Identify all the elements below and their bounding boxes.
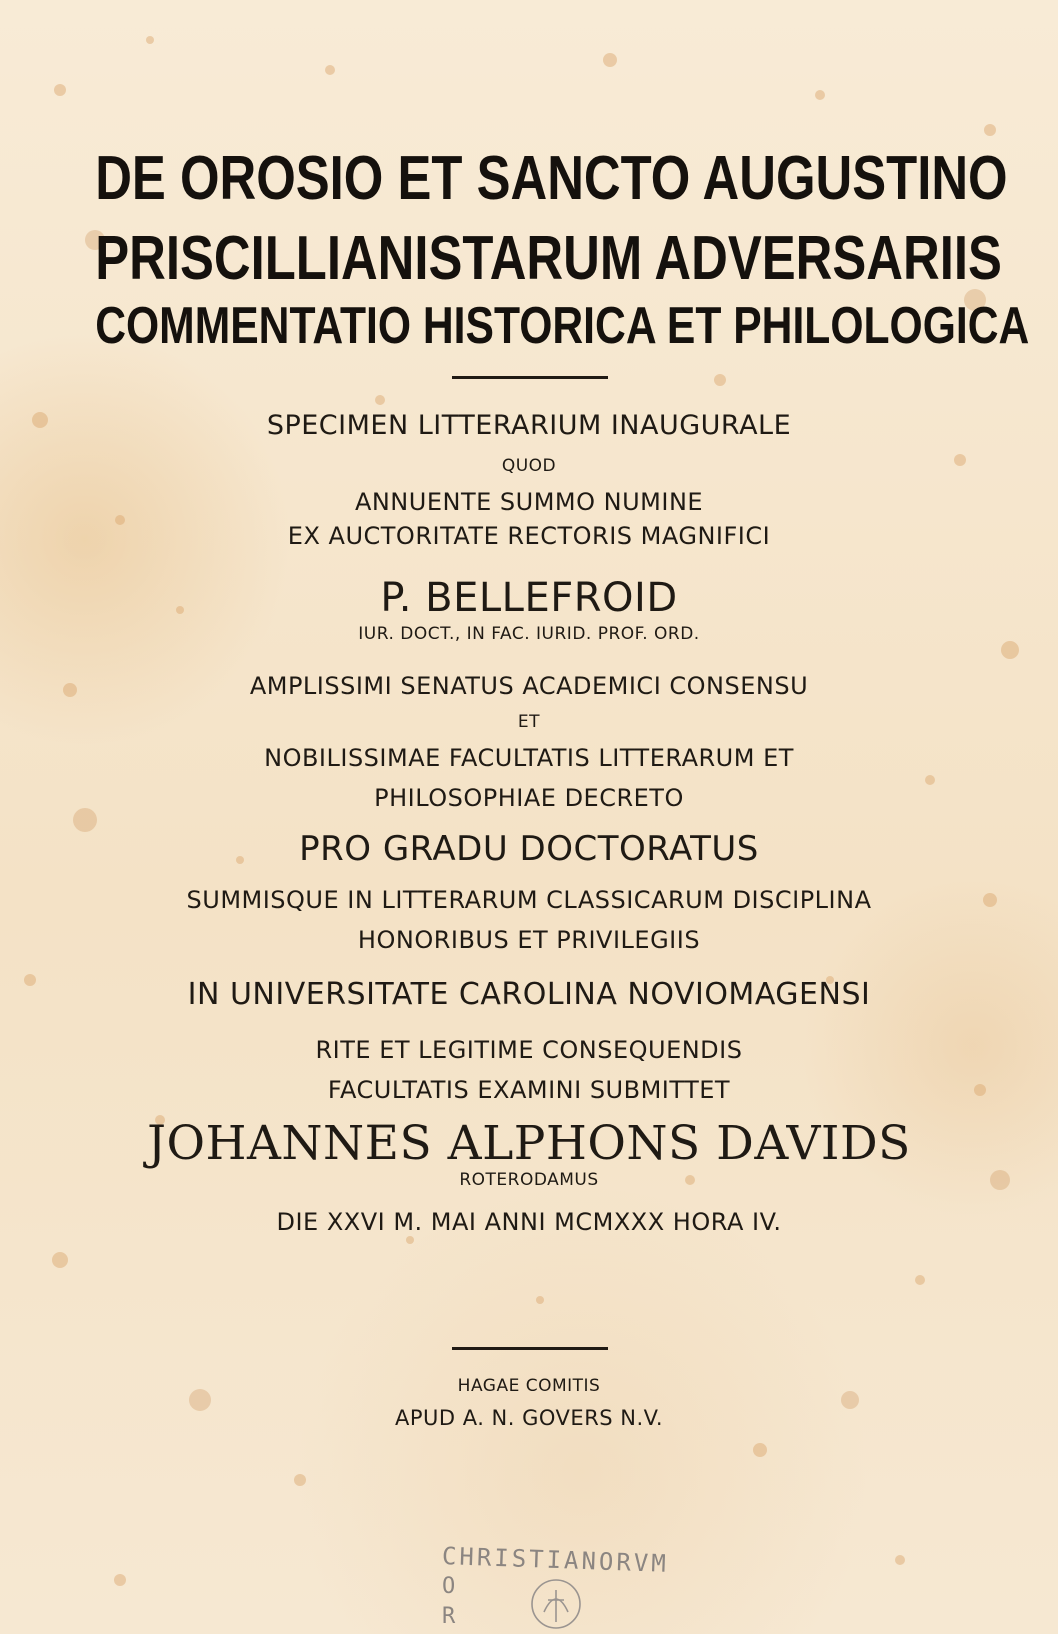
honoribus-line: HONORIBUS ET PRIVILEGIIS <box>357 926 701 954</box>
divider-bottom <box>452 1347 608 1350</box>
gradu-line: PRO GRADU DOCTORATUS <box>299 829 759 869</box>
stamp-emblem-icon <box>526 1572 586 1634</box>
imprint-publisher: APUD A. N. GOVERS N.V. <box>394 1406 664 1430</box>
author-name: JOHANNES ALPHONS DAVIDS <box>147 1116 911 1171</box>
date-line: DIE XXVI M. MAI ANNI MCMXXX HORA IV. <box>276 1208 782 1236</box>
decreto-line: PHILOSOPHIAE DECRETO <box>374 784 684 812</box>
stamp-letter-r: R <box>442 1604 456 1629</box>
examini-line: FACULTATIS EXAMINI SUBMITTET <box>327 1076 731 1104</box>
rector-title: IUR. DOCT., IN FAC. IURID. PROF. ORD. <box>358 624 700 644</box>
rector-name: P. BELLEFROID <box>380 575 678 621</box>
library-stamp <box>428 1538 728 1634</box>
title-line-1: DE OROSIO ET SANCTO AUGUSTINO <box>95 144 1008 213</box>
imprint-place: HAGAE COMITIS <box>457 1376 601 1396</box>
et-line: ET <box>517 712 541 732</box>
universitate-line: IN UNIVERSITATE CAROLINA NOVIOMAGENSI <box>187 977 871 1012</box>
auctoritate-line: EX AUCTORITATE RECTORIS MAGNIFICI <box>287 522 771 550</box>
facultatis-line: NOBILISSIMAE FACULTATIS LITTERARUM ET <box>264 744 794 772</box>
annuente-line: ANNUENTE SUMMO NUMINE <box>354 488 704 516</box>
stamp-arc-text: CHRISTIANORVM <box>441 1542 670 1578</box>
senatus-line: AMPLISSIMI SENATUS ACADEMICI CONSENSU <box>249 672 809 700</box>
stamp-letter-o: O <box>442 1574 456 1599</box>
quod-line: QUOD <box>501 456 557 476</box>
title-line-3: COMMENTATIO HISTORICA ET PHILOLOGICA <box>95 297 1030 355</box>
origin-line: ROTERODAMUS <box>459 1170 599 1190</box>
divider-top <box>452 376 608 379</box>
rite-line: RITE ET LEGITIME CONSEQUENDIS <box>315 1036 743 1064</box>
title-line-2: PRISCILLIANISTARUM ADVERSARIIS <box>95 224 1002 293</box>
summisque-line: SUMMISQUE IN LITTERARUM CLASSICARUM DISCIPLINA <box>186 886 872 914</box>
specimen-line: SPECIMEN LITTERARIUM INAUGURALE <box>266 410 792 441</box>
